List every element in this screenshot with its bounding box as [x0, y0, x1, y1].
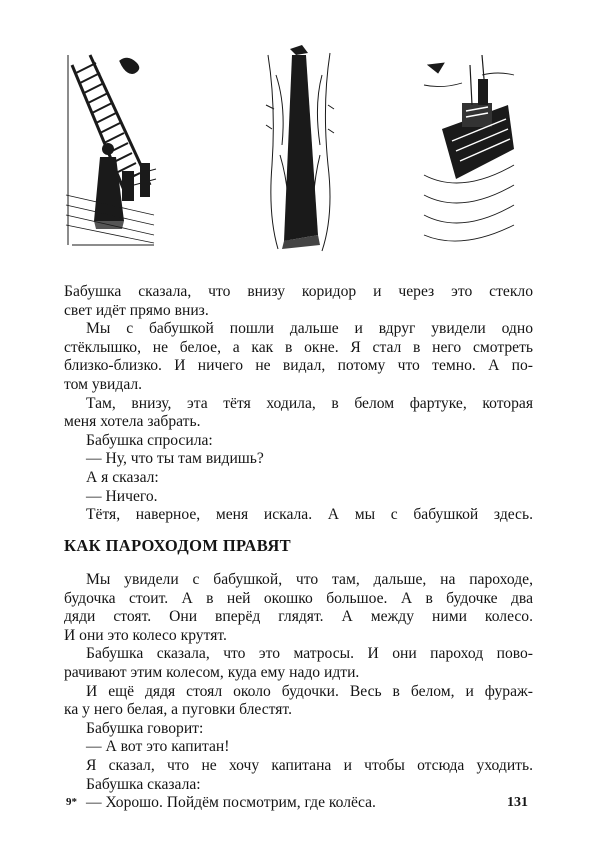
illustration-steamship: [422, 45, 516, 253]
line-1-10: — Ну, что ты там видишь?: [86, 450, 264, 468]
line-2-10: — А вот это капитан!: [86, 738, 230, 756]
line-1-13: Тётя, наверное, меня искала. А мы с бабушкой здесь.: [86, 506, 533, 524]
line-2-9: Бабушка говорит:: [86, 719, 204, 737]
line-1-4: стёклышко, не белое, а как в окне. Я стал в него смотреть: [64, 338, 533, 356]
line-2-2: будочка стоит. А в ней окошко большое. А в будочке два: [64, 589, 533, 607]
line-1-5: близко-близко. И ничего не видал, потому что темно. А по-: [64, 357, 533, 375]
line-2-6: рачивают этим колесом, куда ему надо идти.: [64, 663, 360, 681]
line-2-3: дяди стоят. Они вперёд глядят. А между ними колесо.: [64, 608, 533, 626]
line-2-4: И они это колесо крутят.: [64, 626, 227, 644]
line-2-7: И ещё дядя стоял около будочки. Весь в белом, и фураж-: [86, 682, 533, 700]
line-1-3: Мы с бабушкой пошли дальше и вдруг увидели одно: [86, 320, 533, 338]
page-number: 131: [507, 795, 528, 810]
line-2-5: Бабушка сказала, что это матросы. И они пароход пово-: [86, 645, 533, 663]
line-1-2: свет идёт прямо вниз.: [64, 301, 209, 319]
line-1-1: Бабушка сказала, что внизу коридор и через это стекло: [64, 283, 533, 300]
line-2-11: Я сказал, что не хочу капитана и чтобы отсюда уходить.: [86, 756, 533, 774]
illustration-ship-wake: [262, 45, 338, 253]
line-1-11: А я сказал:: [86, 468, 159, 486]
line-1-7: Там, внизу, эта тётя ходила, в белом фартуке, которая: [86, 394, 533, 412]
text-block-captain: [64, 571, 533, 813]
line-2-1: Мы увидели с бабушкой, что там, дальше, на пароходе,: [86, 571, 533, 588]
footer-signature: 9*: [66, 796, 77, 808]
line-1-9: Бабушка спросила:: [86, 431, 213, 449]
illustration-grandmother-at-railing: [64, 45, 158, 253]
section-heading: КАК ПАРОХОДОМ ПРАВЯТ: [64, 536, 292, 555]
line-1-12: — Ничего.: [86, 487, 158, 505]
line-2-8: ка у него белая, а пуговки блестят.: [64, 701, 292, 719]
line-1-8: меня хотела забрать.: [64, 413, 201, 431]
text-block-corridor: [64, 283, 533, 525]
line-2-13: — Хорошо. Пойдём посмотрим, где колёса.: [86, 794, 376, 812]
line-2-12: Бабушка сказала:: [86, 775, 201, 793]
line-1-6: том увидал.: [64, 375, 143, 393]
